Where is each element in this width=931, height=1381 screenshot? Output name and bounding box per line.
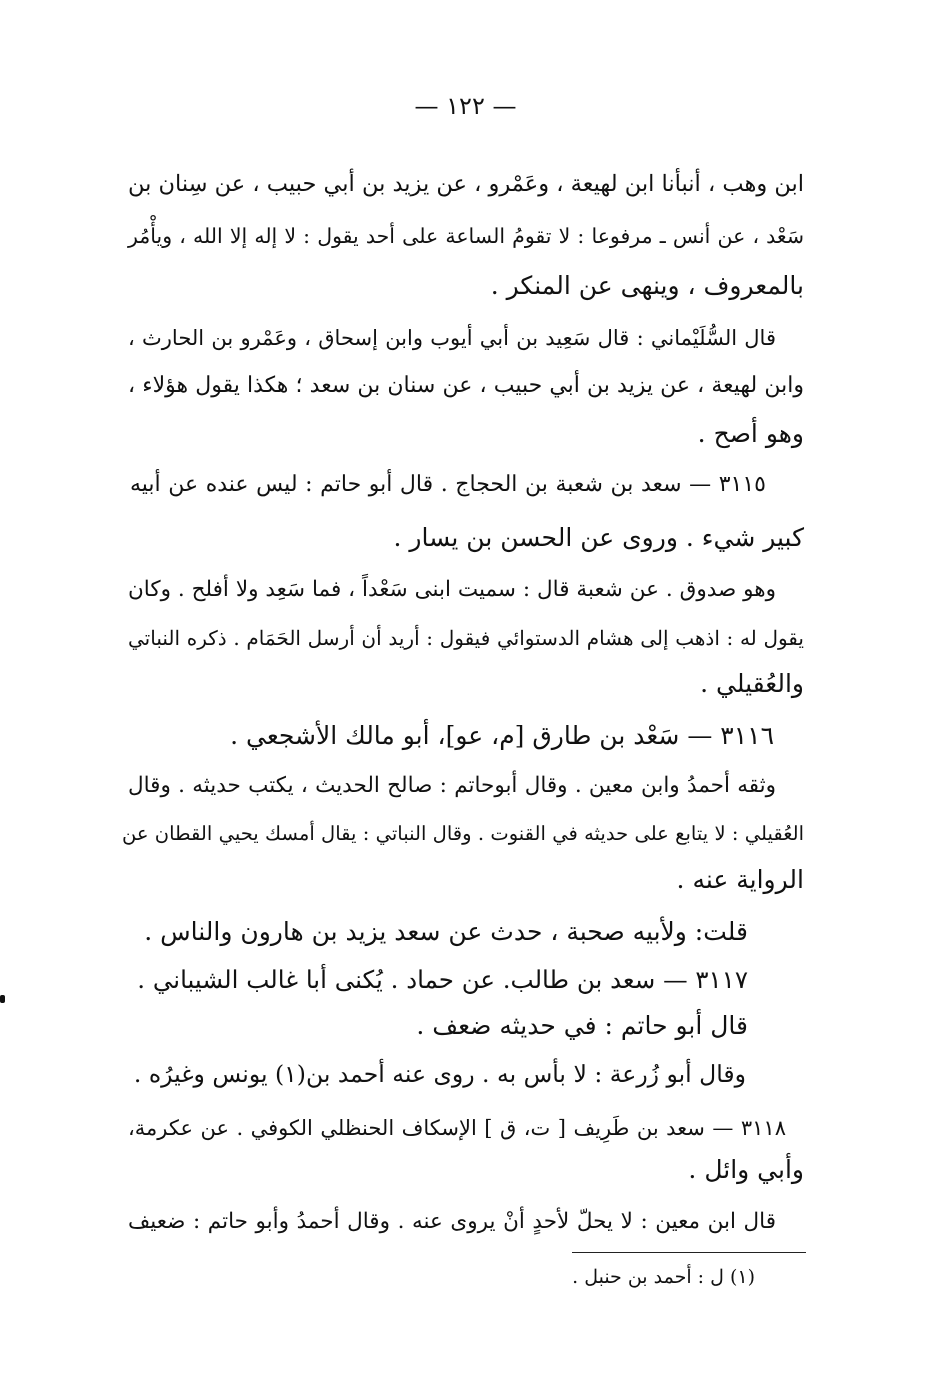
text-line-14: العُقيلي : لا يتابع على حديثه في القنوت . وقال النباتي : يقال أمسك يحيي القطان عن bbox=[122, 822, 804, 845]
footnote: (١) ل : أحمد بن حنبل . bbox=[572, 1266, 755, 1288]
entry-3118-heading: ٣١١٨ — سعد بن طَرِيف [ ت، ق ] الإسكاف الحنظلي الكوفي . عن عكرمة، bbox=[128, 1116, 786, 1140]
text-line-6: وهو أصح . bbox=[697, 419, 804, 448]
text-line-13: وثقه أحمدُ وابن معين . وقال أبوحاتم : صالح الحديث ، يكتب حديثه . وقال bbox=[128, 773, 776, 798]
text-line-4: قال السُّلَيْماني : قال سَعِيد بن أبي أيوب وابن إسحاق ، وعَمْرو بن الحارث ، bbox=[128, 326, 776, 350]
page-number: — ١٢٢ — bbox=[414, 92, 517, 120]
text-line-8: كبير شيء . وروى عن الحسن بن يسار . bbox=[393, 523, 804, 552]
text-line-18: قال أبو حاتم : في حديثه ضعف . bbox=[416, 1011, 748, 1040]
text-line-22: قال ابن معين : لا يحلّ لأحدٍ أنْ يروى عنه . وقال أحمدُ وأبو حاتم : ضعيف bbox=[128, 1209, 776, 1234]
text-line-19: وقال أبو زُرعة : لا بأس به . روى عنه أحمد بن(١) يونس وغيرُه . bbox=[133, 1060, 746, 1088]
entry-3116-heading: ٣١١٦ — سَعْد بن طارق [م، عو]، أبو مالك الأشجعي . bbox=[230, 721, 774, 750]
text-line-21: وأبي وائل . bbox=[688, 1155, 804, 1184]
text-line-10: يقول له : اذهب إلى هشام الدستوائي فيقول : أريد أن أرسل الحَمَام . ذكره النباتي bbox=[128, 626, 804, 650]
text-line-1: ابن وهب ، أنبأنا ابن لهيعة ، وعَمْرو ، عن يزيد بن أبي حبيب ، عن سِنان بن bbox=[127, 171, 804, 197]
entry-3117-heading: ٣١١٧ — سعد بن طالب. عن حماد . يُكنى أبا غالب الشيباني . bbox=[137, 965, 748, 994]
footnote-divider bbox=[572, 1252, 806, 1253]
text-line-9: وهو صدوق . عن شعبة قال : سميت ابنى سَعْداً ، فما سَعِد ولا أفلح . وكان bbox=[128, 577, 776, 602]
text-line-2: سَعْد ، عن أنس ـ مرفوعا : لا تقومُ الساعة على أحد يقول : لا إله إلا الله ، ويأْمُر bbox=[128, 224, 804, 248]
text-line-11: والعُقيلي . bbox=[700, 669, 804, 698]
text-line-5: وابن لهيعة ، عن يزيد بن أبي حبيب ، عن سنان بن سعد ؛ هكذا يقول هؤلاء ، bbox=[128, 373, 804, 398]
text-line-3: بالمعروف ، وينهى عن المنكر . bbox=[490, 271, 804, 300]
scan-mark bbox=[0, 995, 5, 1003]
text-line-15: الرواية عنه . bbox=[676, 865, 804, 894]
text-line-16: قلت: ولأبيه صحبة ، حدث عن سعد يزيد بن هارون والناس . bbox=[144, 917, 748, 946]
entry-3115-heading: ٣١١٥ — سعد بن شعبة بن الحجاج . قال أبو حاتم : ليس عنده عن أبيه bbox=[130, 472, 766, 497]
